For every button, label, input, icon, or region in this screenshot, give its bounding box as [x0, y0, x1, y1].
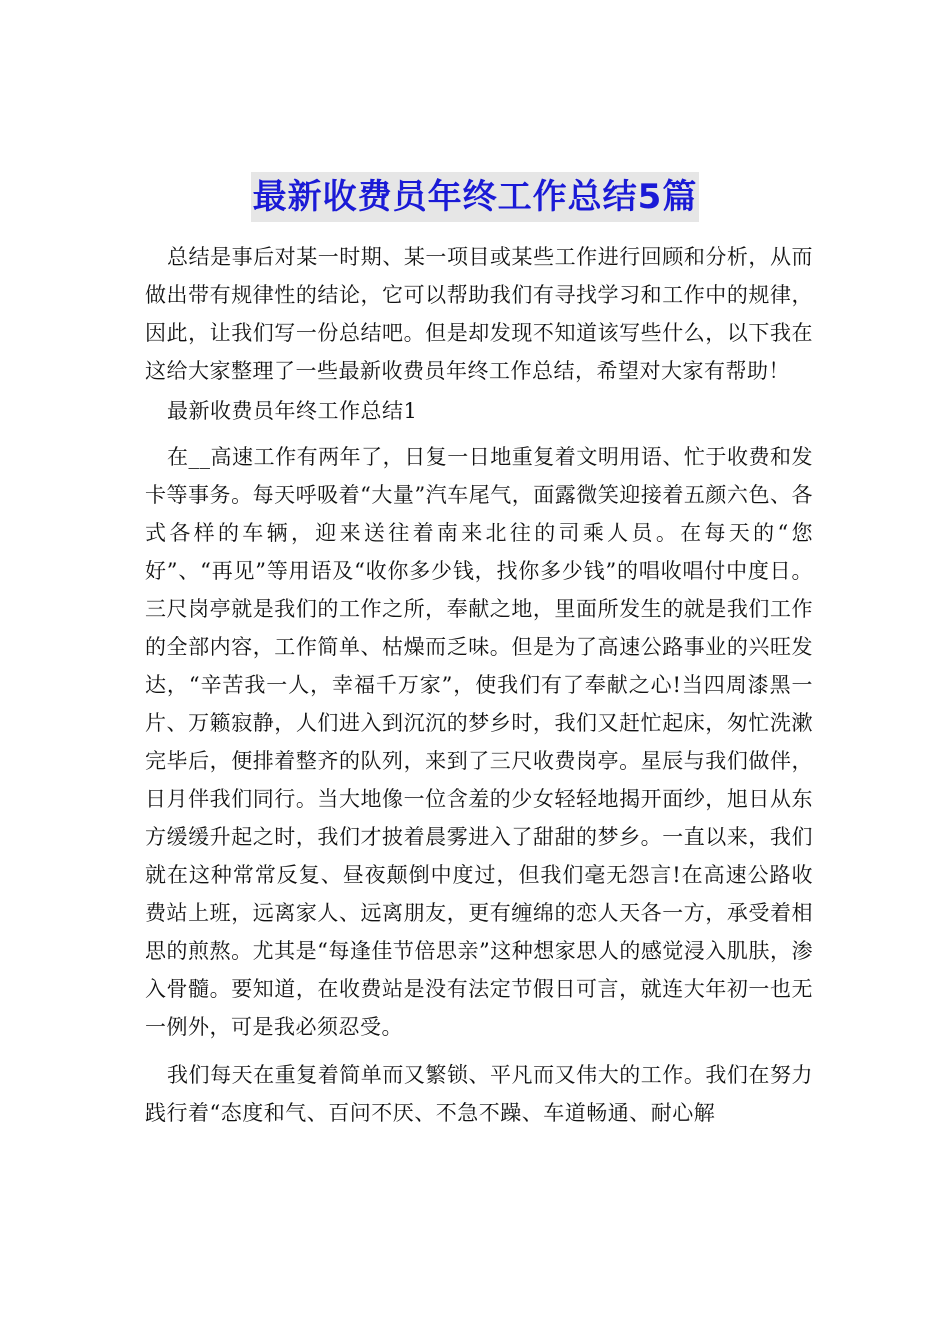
- document-body: [145, 238, 813, 1134]
- intro-paragraph: 总结是事后对某一时期、某一项目或某些工作进行回顾和分析，从而做出带有规律性的结论，它可以帮助我们有寻找学习和工作中的规律，因此，让我们写一份总结吧。但是却发现不知道该写些什么，以下我在这给大家整理了一些最新收费员年终工作总结，希望对大家有帮助！: [145, 245, 813, 383]
- section-heading: 最新收费员年终工作总结1: [167, 399, 418, 423]
- body-paragraph: 我们每天在重复着简单而又繁锁、平凡而又伟大的工作。我们在努力践行着“态度和气、百问不厌、不急不躁、车道畅通、耐心解: [145, 1063, 813, 1125]
- title-container: [0, 172, 950, 222]
- document-title: 最新收费员年终工作总结5篇: [251, 172, 700, 222]
- body-paragraph: 在__高速工作有两年了，日复一日地重复着文明用语、忙于收费和发卡等事务。每天呼吸着“大量”汽车尾气，面露微笑迎接着五颜六色、各式各样的车辆，迎来送往着南来北往的司乘人员。在每天的“您好”、“再见”等用语及“收你多少钱，找你多少钱”的唱收唱付中度日。三尺岗亭就是我们的工作之所，奉献之地，里面所发生的就是我们工作的全部内容，工作简单、枯燥而乏味。但是为了高速公路事业的兴旺发达，“辛苦我一人，幸福千万家”，使我们有了奉献之心!当四周漆黑一片、万籁寂静，人们进入到沉沉的梦乡时，我们又赶忙起床，匆忙洗漱完毕后，便排着整齐的队列，来到了三尺收费岗亭。星辰与我们做伴，日月伴我们同行。当大地像一位含羞的少女轻轻地揭开面纱，旭日从东方缓缓升起之时，我们才披着晨雾进入了甜甜的梦乡。一直以来，我们就在这种常常反复、昼夜颠倒中度过，但我们毫无怨言!在高速公路收费站上班，远离家人、远离朋友，更有缠绵的恋人天各一方，承受着相思的煎熬。尤其是“每逢佳节倍思亲”这种想家思人的感觉浸入肌肤，渗入骨髓。要知道，在收费站是没有法定节假日可言，就连大年初一也无一例外，可是我必须忍受。: [145, 445, 813, 1039]
